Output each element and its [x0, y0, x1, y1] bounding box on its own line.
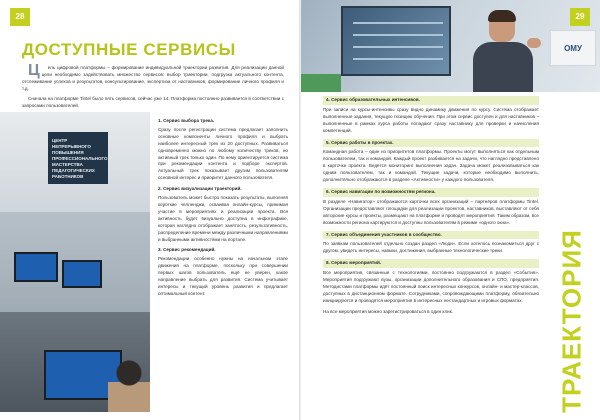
section-title: 1. Сервис выбора трека. — [158, 118, 215, 123]
monitor-1 — [14, 252, 58, 282]
presentation-screen — [341, 6, 451, 76]
services-column-1 — [158, 118, 288, 302]
section-title: 7. Сервис объединения участников в сообщество. — [323, 231, 539, 240]
event-banner: ОМУ — [550, 30, 596, 66]
section-body: Рекомендации особенно нужны на начальном этапе движения на платформе, поскольку при совершении первых шагов пользователь ещё не уверен, какое направление выбрать для развития. Система учитывает интересы и текущий уровень развития и предлагает оптимальный контент. — [158, 256, 288, 296]
presenter-hand — [527, 38, 541, 48]
services-column-2 — [323, 96, 539, 320]
intro-paragraph-2: Сначала на платформе Tintel было пять сервисов, сейчас уже 14. Платформа постоянно развивается в соответствии с запросами пользователей. — [22, 96, 284, 108]
monitor-2 — [62, 260, 102, 288]
page-number-right: 29 — [570, 8, 590, 26]
section-title: 5. Сервис работы в проектах. — [323, 139, 539, 148]
section-title: 2. Сервис визуализации траекторий. — [158, 186, 242, 192]
closing-line: На все мероприятия можно зарегистрироваться в один клик. — [323, 308, 453, 314]
section-body: Пользователь может быстро показать результаты, выполняя короткие челленджи, осваивая онлайн-курсы, принимая участие в мероприятиях и реализации проекта. Вся активность будет визуально доступна в инфографике, которая наглядно отображает занятость, результативность, распределение времени между различными направлениями и выбранными активностями на портале. — [158, 195, 288, 242]
screen-line — [353, 34, 443, 36]
section-body: Все мероприятия, связанные с технологиями, постоянно подгружаются в раздел «События». Мероприятия подгружают вузы, организации дополнительного образования и СПО, предприятия. Методистами платформы идёт постоянный поиск интересных конкурсов, онлайн- и мастер-классов, доступных в дистанционном формате. Сотрудниками, сопровождающими платформу, обязательно инициируются и проводятся мероприятия в интересных нестандартных и игровых форматах. — [323, 270, 539, 303]
presenter-figure — [471, 10, 535, 92]
intro-text — [22, 64, 284, 112]
screen-line — [353, 22, 443, 24]
section-body: В разделе «Навигатор» отображаются карточки всех организаций – партнёров платформы Tintel. Организации предоставляют площадки для реализации проектов, наставников, выставляют от себя авторские курсы и проекты, размещают на платформе и проводят мероприятия. Таким образом, все возможности региона картируются и доступны пользователям в режиме «одного окна». — [323, 198, 539, 225]
right-page — [301, 0, 600, 420]
section-body: По заявкам пользователей отдельно создан раздел «Люди». Если хотелось познакомиться друг с другом, увидеть интересы, навыки, достижения, выбранные технологические треки. — [323, 241, 539, 254]
presenter-shirt — [473, 42, 533, 92]
green-strip — [301, 74, 341, 92]
section-title: 8. Сервис мероприятий. — [323, 259, 539, 268]
screen-line — [353, 46, 443, 48]
vertical-title-text: ТРАЕКТОРИЯ — [556, 229, 587, 413]
page-number-left: 28 — [10, 8, 30, 26]
section-body: При записи на курсы-интенсивы сразу видно динамику движения по курсу. Система отображает выполненные задания, текущую позицию обучения. При этом сервис доступен и для наставников – выполненные в рамках курса работы попадают сразу наставнику для проверки и начисления компетенций. — [323, 106, 539, 133]
presenter-hair — [488, 10, 516, 22]
vertical-title — [550, 228, 594, 414]
student-figure — [108, 358, 150, 412]
section-body: Сразу после регистрации система предлагает заполнить основные компоненты личного профиля и выбрать наиболее интересный трек из 20 доступных. Развиваться одновременно можно по любому количеству треков, но активный трек только один. По нему ориентируется система при рекомендации контента и подборе экспертов. Актуальный трек показывает другим пользователям основной интерес и приоритет данного пользователя. — [158, 126, 288, 181]
classroom-photo — [0, 112, 150, 412]
section-body: Командная работа – один из приоритетов платформы. Проекты могут выполняться как отдельным пользователем, так и командой. Каждый проект разбивается на задачи, что наглядно представлено в карточке проекта. Ведётся мониторинг выполнения задач. Задача может реализовываться как одним пользователем, так и командой. Текущие задачи, которые необходимо выполнить, дополнительно отображаются в разделе «Активности» у каждого пользователя. — [323, 149, 539, 183]
intro-paragraph-1: ель цифровой платформы – формирование индивидуальной траектории развития. Для реализации данной цели необходимо задействовать множество сервисов: выбор траектории, подгрузка актуального контента, отслеживание успехов и результатов, консультирование, экспертиза от наставников, формирование личного профиля и т.д. — [22, 65, 284, 91]
section-title: 4. Сервис образовательных интенсивов. — [323, 96, 539, 105]
page-heading: ДОСТУПНЫЕ СЕРВИСЫ — [22, 40, 236, 59]
presenter-photo — [301, 0, 600, 92]
section-title: 3. Сервис рекомендаций. — [158, 247, 216, 253]
screen-line — [353, 58, 443, 60]
center-sign: ЦЕНТР НЕПРЕРЫВНОГО ПОВЫШЕНИЯ ПРОФЕССИОНАЛЬНОГО МАСТЕРСТВА ПЕДАГОГИЧЕСКИХ РАБОТНИКОВ — [48, 132, 108, 184]
section-title: 6. Сервис навигации по возможностям региона. — [323, 188, 539, 197]
left-page — [0, 0, 299, 420]
drop-cap: Ц — [28, 62, 40, 79]
